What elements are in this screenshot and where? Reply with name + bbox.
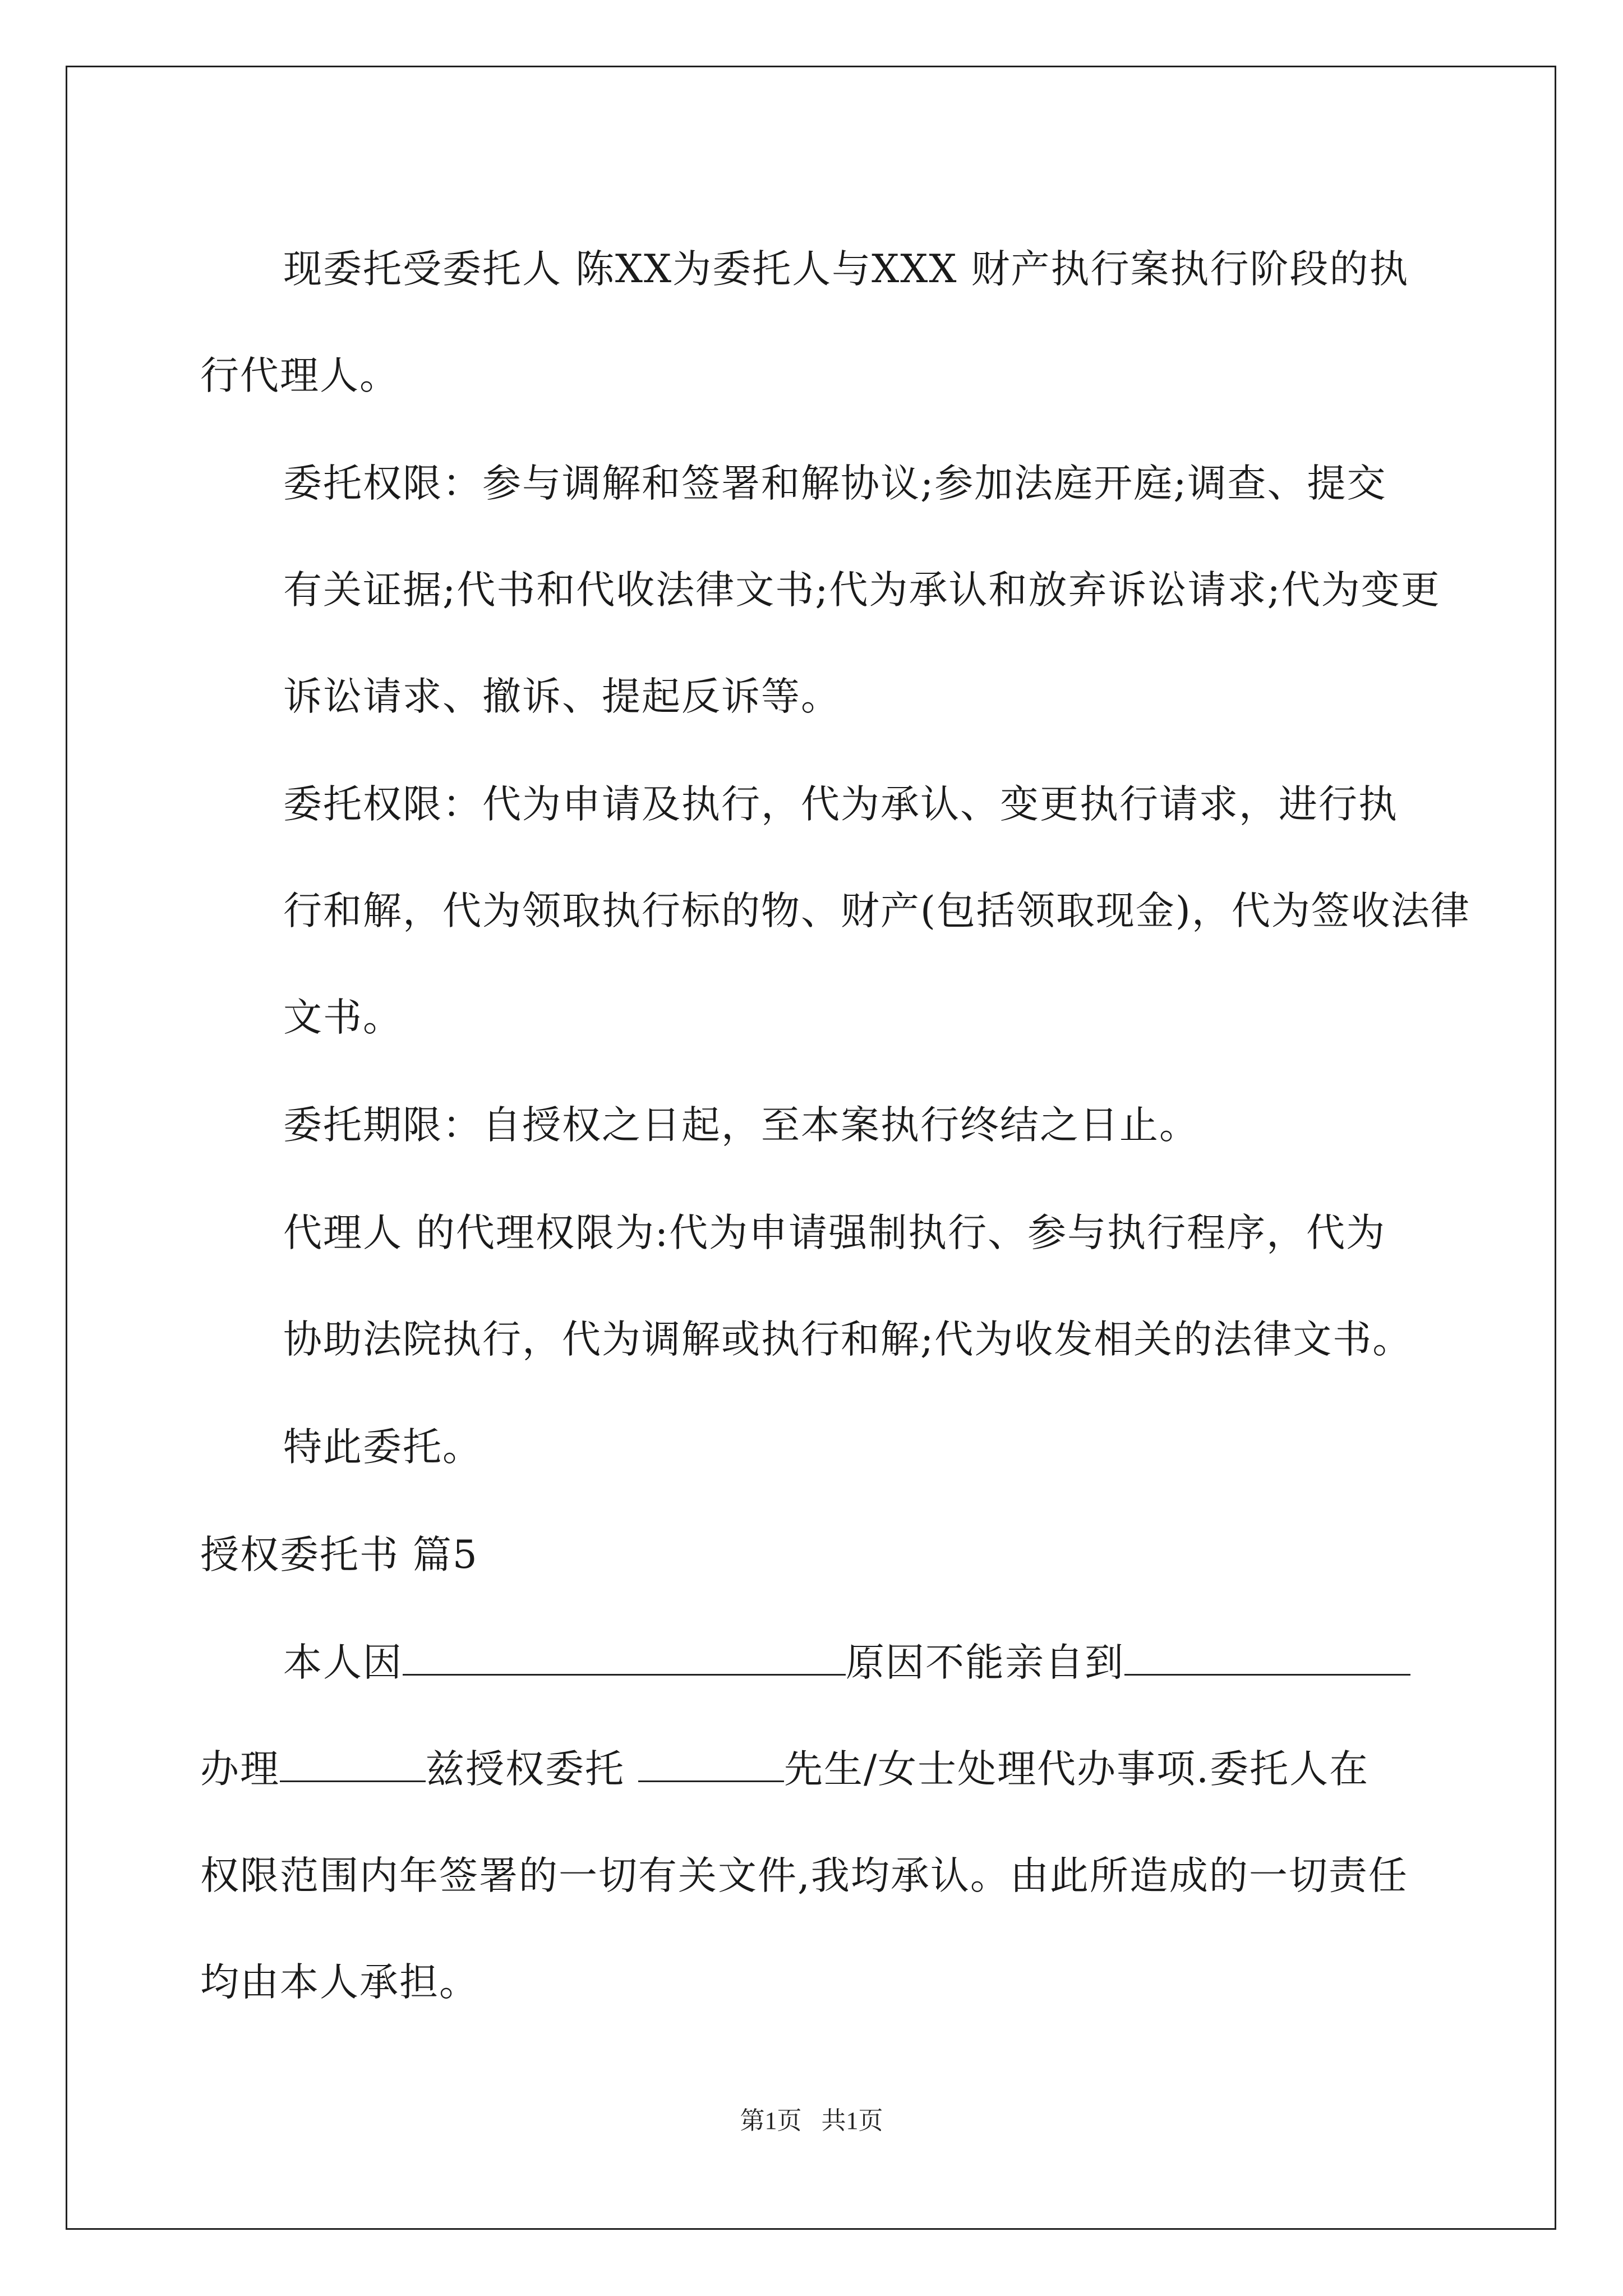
page-number: 第1页 [740,2107,802,2134]
section-heading [200,1502,1431,1608]
text-line: 行代理人。 [200,353,399,398]
form-line-1 [200,1609,1431,1716]
blank-location[interactable] [1124,1639,1410,1676]
text-segment: 原因不能亲自到 [846,1640,1124,1685]
text-line: 诉讼请求、撤诉、提起反诉等。 [283,674,841,719]
text-line: 代理人 的代理权限为:代为申请强制执行、参与执行程序，代为 [283,1211,1386,1255]
form-line-4: 均由本人承担。 [200,1960,479,2005]
blank-agent-name[interactable] [638,1746,784,1782]
form-line-2 [200,1716,1431,1823]
blank-matter[interactable] [280,1746,426,1782]
paragraph-closing [200,1394,1431,1501]
text-line: 委托权限：代为申请及执行，代为承认、变更执行请求，进行执 [283,782,1398,827]
text-line: 现委托受委托人 陈XX为委托人与XXX 财产执行案执行阶段的执 [283,247,1409,292]
paragraph-form [200,1609,1431,2036]
text-line: 行和解，代为领取执行标的物、财产(包括领取现金)，代为签收法律 [283,889,1470,933]
page-total: 共1页 [821,2107,883,2134]
text-segment: 本人因 [283,1640,403,1685]
text-segment: 先生/女士处理代办事项.委托人在 [783,1747,1370,1792]
paragraph-term [200,1072,1431,1179]
paragraph-entrust-agent [200,216,1431,429]
text-line: 有关证据;代书和代收法律文书;代为承认和放弃诉讼请求;代为变更 [283,568,1441,613]
text-segment: 兹授权委托 [426,1747,638,1792]
text-line: 特此委托。 [283,1425,482,1470]
paragraph-authority-litigation [200,430,1441,750]
page-footer [0,2100,1623,2136]
paragraph-agent-scope [200,1180,1431,1393]
paragraph-authority-execution [200,751,1470,1071]
text-line: 协助法院执行，代为调解或执行和解;代为收发相关的法律文书。 [283,1317,1413,1362]
section-heading-text: 授权委托书 篇5 [200,1533,478,1577]
form-line-3: 权限范围内年签署的一切有关文件,我均承认。由此所造成的一切责任 [200,1853,1408,1898]
text-line: 委托期限：自授权之日起，至本案执行终结之日止。 [283,1103,1199,1148]
text-line: 委托权限：参与调解和签署和解协议;参加法庭开庭;调查、提交 [283,461,1387,506]
blank-reason[interactable] [403,1639,846,1676]
text-segment: 办理 [200,1747,280,1792]
text-line: 文书。 [283,995,403,1040]
document-body [200,216,1470,2037]
